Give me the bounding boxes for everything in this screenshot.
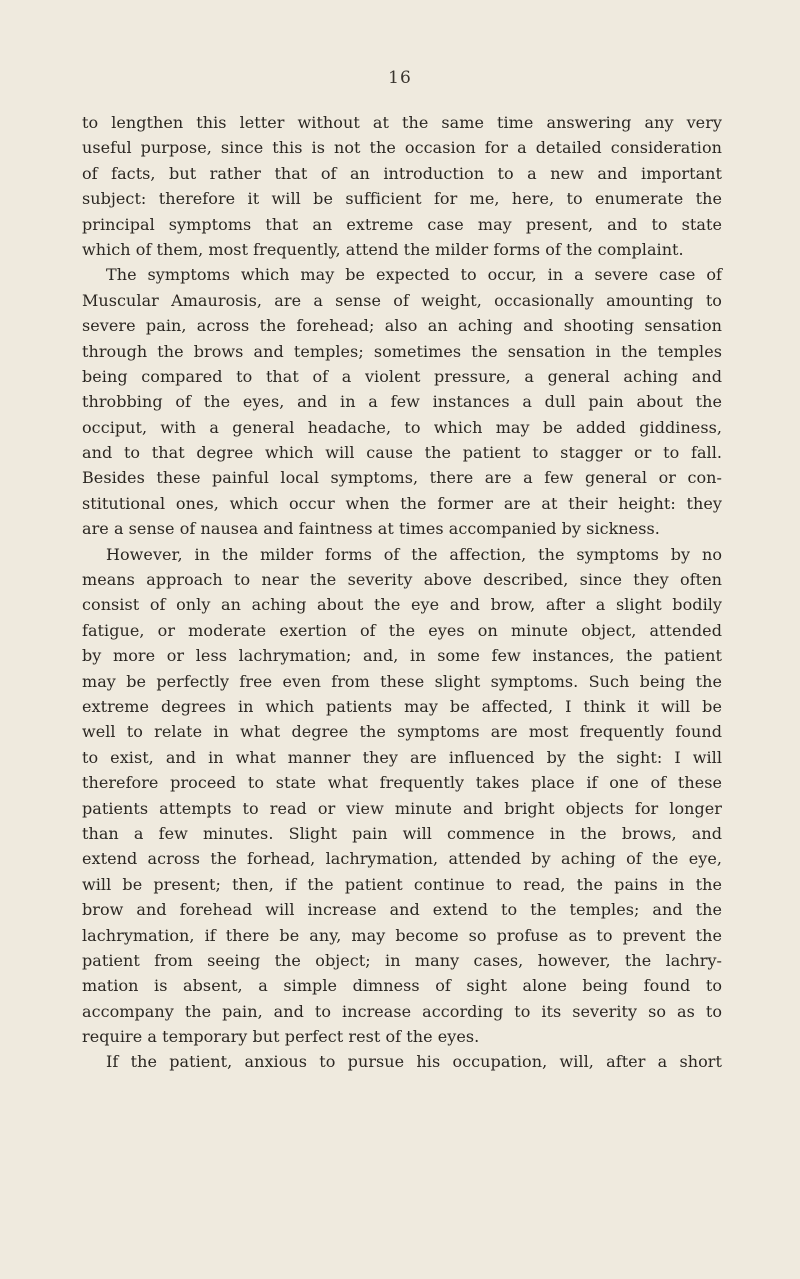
text-line: therefore proceed to state what frequently takes place if one of these: [82, 773, 722, 793]
text-line: than a few minutes. Slight pain will commence in the brows, and: [82, 823, 722, 843]
text-line: brow and forehead will increase and extend to the temples; and the: [82, 900, 722, 920]
text-line: lachrymation, if there be any, may become so profuse as to prevent the: [82, 925, 722, 945]
text-line: accompany the pain, and to increase according to its severity so as to: [82, 1001, 722, 1021]
text-line: and to that degree which will cause the patient to stagger or to fall.: [82, 443, 722, 463]
text-line: Muscular Amaurosis, are a sense of weight, occasionally amounting to: [82, 290, 722, 310]
text-line: to exist, and in what manner they are influenced by the sight: I will: [82, 747, 722, 767]
text-line: to lengthen this letter without at the same time answering any very: [82, 113, 722, 132]
text-line: stitutional ones, which occur when the former are at their height: they: [82, 493, 722, 513]
text-line: require a temporary but perfect rest of the eyes.: [82, 1027, 480, 1047]
text-line: throbbing of the eyes, and in a few instances a dull pain about the: [82, 392, 722, 412]
text-line: fatigue, or moderate exertion of the eyes on minute object, attended: [82, 620, 722, 640]
text-line: which of them, most frequently, attend the milder forms of the complaint.: [82, 239, 684, 259]
text-line: However, in the milder forms of the affection, the symptoms by no: [106, 544, 722, 564]
text-line: consist of only an aching about the eye and brow, after a slight bodily: [82, 595, 722, 615]
text-line: principal symptoms that an extreme case may present, and to state: [82, 214, 722, 234]
text-line: useful purpose, since this is not the occasion for a detailed consideration: [82, 138, 722, 158]
text-line: of facts, but rather that of an introduction to a new and important: [82, 163, 722, 183]
page-number: 16: [388, 68, 412, 88]
text-line: means approach to near the severity above described, since they often: [82, 570, 722, 590]
text-line: severe pain, across the forehead; also an aching and shooting sensation: [82, 316, 722, 336]
body-text: [82, 110, 722, 1075]
text-line: patient from seeing the object; in many cases, however, the lachry-: [82, 950, 722, 970]
text-line: will be present; then, if the patient continue to read, the pains in the: [82, 874, 722, 894]
text-line: well to relate in what degree the symptoms are most frequently found: [82, 722, 722, 742]
text-line: Besides these painful local symptoms, there are a few general or con-: [82, 468, 722, 488]
text-line: subject: therefore it will be sufficient for me, here, to enumerate the: [82, 189, 722, 209]
text-line: extreme degrees in which patients may be affected, I think it will be: [82, 696, 722, 716]
text-line: being compared to that of a violent pressure, a general aching and: [82, 366, 722, 386]
text-line: mation is absent, a simple dimness of sight alone being found to: [82, 976, 722, 996]
text-line: may be perfectly free even from these slight symptoms. Such being the: [82, 671, 722, 691]
text-line: If the patient, anxious to pursue his occupation, will, after a short: [106, 1052, 722, 1072]
text-line: are a sense of nausea and faintness at times accompanied by sickness.: [82, 519, 660, 539]
text-line: through the brows and temples; sometimes the sensation in the temples: [82, 341, 722, 361]
text-line: patients attempts to read or view minute and bright objects for longer: [82, 798, 722, 818]
text-line: occiput, with a general headache, to which may be added giddiness,: [82, 417, 722, 437]
text-line: by more or less lachrymation; and, in some few instances, the patient: [82, 646, 722, 666]
text-line: extend across the forhead, lachrymation, attended by aching of the eye,: [82, 849, 722, 869]
text-line: The symptoms which may be expected to occur, in a severe case of: [106, 265, 722, 285]
